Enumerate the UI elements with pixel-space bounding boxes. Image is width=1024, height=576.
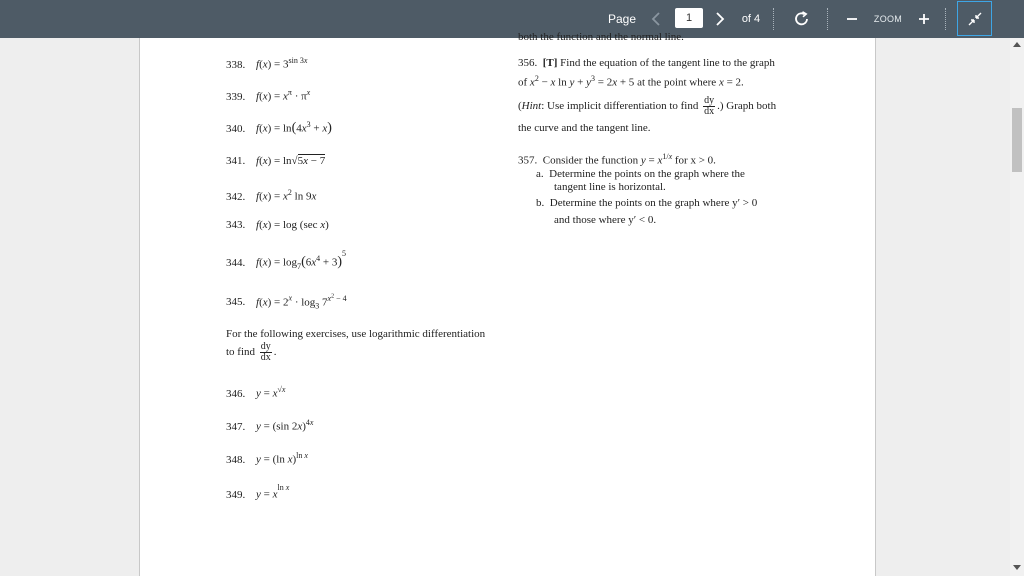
exercise-342: 342. $f(x) = x^2$ ln 9x xyxy=(226,188,317,203)
vertical-scrollbar[interactable] xyxy=(1010,38,1024,576)
page-label: Page xyxy=(607,12,637,26)
chevron-right-icon xyxy=(715,12,725,26)
minus-icon xyxy=(846,13,858,25)
rotate-button[interactable] xyxy=(790,0,814,38)
scroll-up-arrow-icon[interactable] xyxy=(1013,42,1021,47)
exercise-339: 339. $f(x) = x^\pi \cdot \pi^x$ xyxy=(226,88,311,103)
exercise-341: 341. f(x) = ln√5x − 7 xyxy=(226,155,326,167)
exercise-346: 346. $y = x^{√x}$ xyxy=(226,385,286,400)
plus-icon xyxy=(918,13,930,25)
exercise-357: 357. Consider the function $y = x^{1/x}$ for x > 0. xyxy=(518,152,716,167)
exercise-356: 356. [T] Find the equation of the tangent line to the graph of $x^2 - x$ $\ln y + y^3 = 2x + 5$ at the point where x = 2. (Hint: Use implicit differentiation to find $\frac{dy}{dx}$ .) Graph both the curve and the tangent line. xyxy=(518,57,777,134)
chevron-left-icon xyxy=(651,12,661,26)
instruction-text-2: to find $\frac{dy}{dx}$ . xyxy=(226,341,277,363)
exercise-357-part-b: b. Determine the points on the graph where y′ > 0 and those where y′ < 0. xyxy=(536,197,758,226)
instruction-text: For the following exercises, use logarithmic differentiation xyxy=(226,328,486,340)
exercise-338: 338. $f(x) = 3^{sin 3x}$ xyxy=(226,56,308,71)
exercise-344: 344. $f(x) = \log_7(6x^4 + 3)^5$ xyxy=(226,249,347,271)
toolbar-divider xyxy=(827,8,828,30)
exit-fullscreen-button[interactable] xyxy=(957,1,992,36)
exercise-340: 340. $f(x) = \ln(4x^3 + x)$ xyxy=(226,120,332,136)
exercise-349: 349. $y = x^{ln x}$ xyxy=(226,483,290,501)
rotate-icon xyxy=(793,10,811,28)
scroll-down-arrow-icon[interactable] xyxy=(1013,565,1021,570)
page-count: of 4 xyxy=(741,13,761,25)
exercise-345: 345. $f(x) = 2^x \cdot \log_3 7^{x^2 - 4}$ xyxy=(226,293,347,311)
exercise-348: 348. y = (ln x)$^{ln x}$ xyxy=(226,451,308,466)
exercise-347: 347. y = (sin 2x)$^{4x}$ xyxy=(226,418,314,433)
toolbar-divider xyxy=(773,8,774,30)
toolbar-divider xyxy=(945,8,946,30)
collapse-icon xyxy=(968,12,982,26)
page-number-input[interactable] xyxy=(675,8,703,28)
document-page xyxy=(139,31,876,576)
next-page-button[interactable] xyxy=(710,0,730,38)
exercise-357-part-a: a. Determine the points on the graph where the tangent line is horizontal. xyxy=(536,168,745,193)
exercise-343: 343. f(x) = log (sec x) xyxy=(226,219,329,231)
pdf-toolbar xyxy=(0,0,1024,38)
cutoff-text: both the function and the normal line. xyxy=(518,31,684,43)
zoom-out-button[interactable] xyxy=(842,0,862,38)
scrollbar-thumb[interactable] xyxy=(1012,108,1022,172)
zoom-label: ZOOM xyxy=(873,14,903,24)
zoom-in-button[interactable] xyxy=(914,0,934,38)
